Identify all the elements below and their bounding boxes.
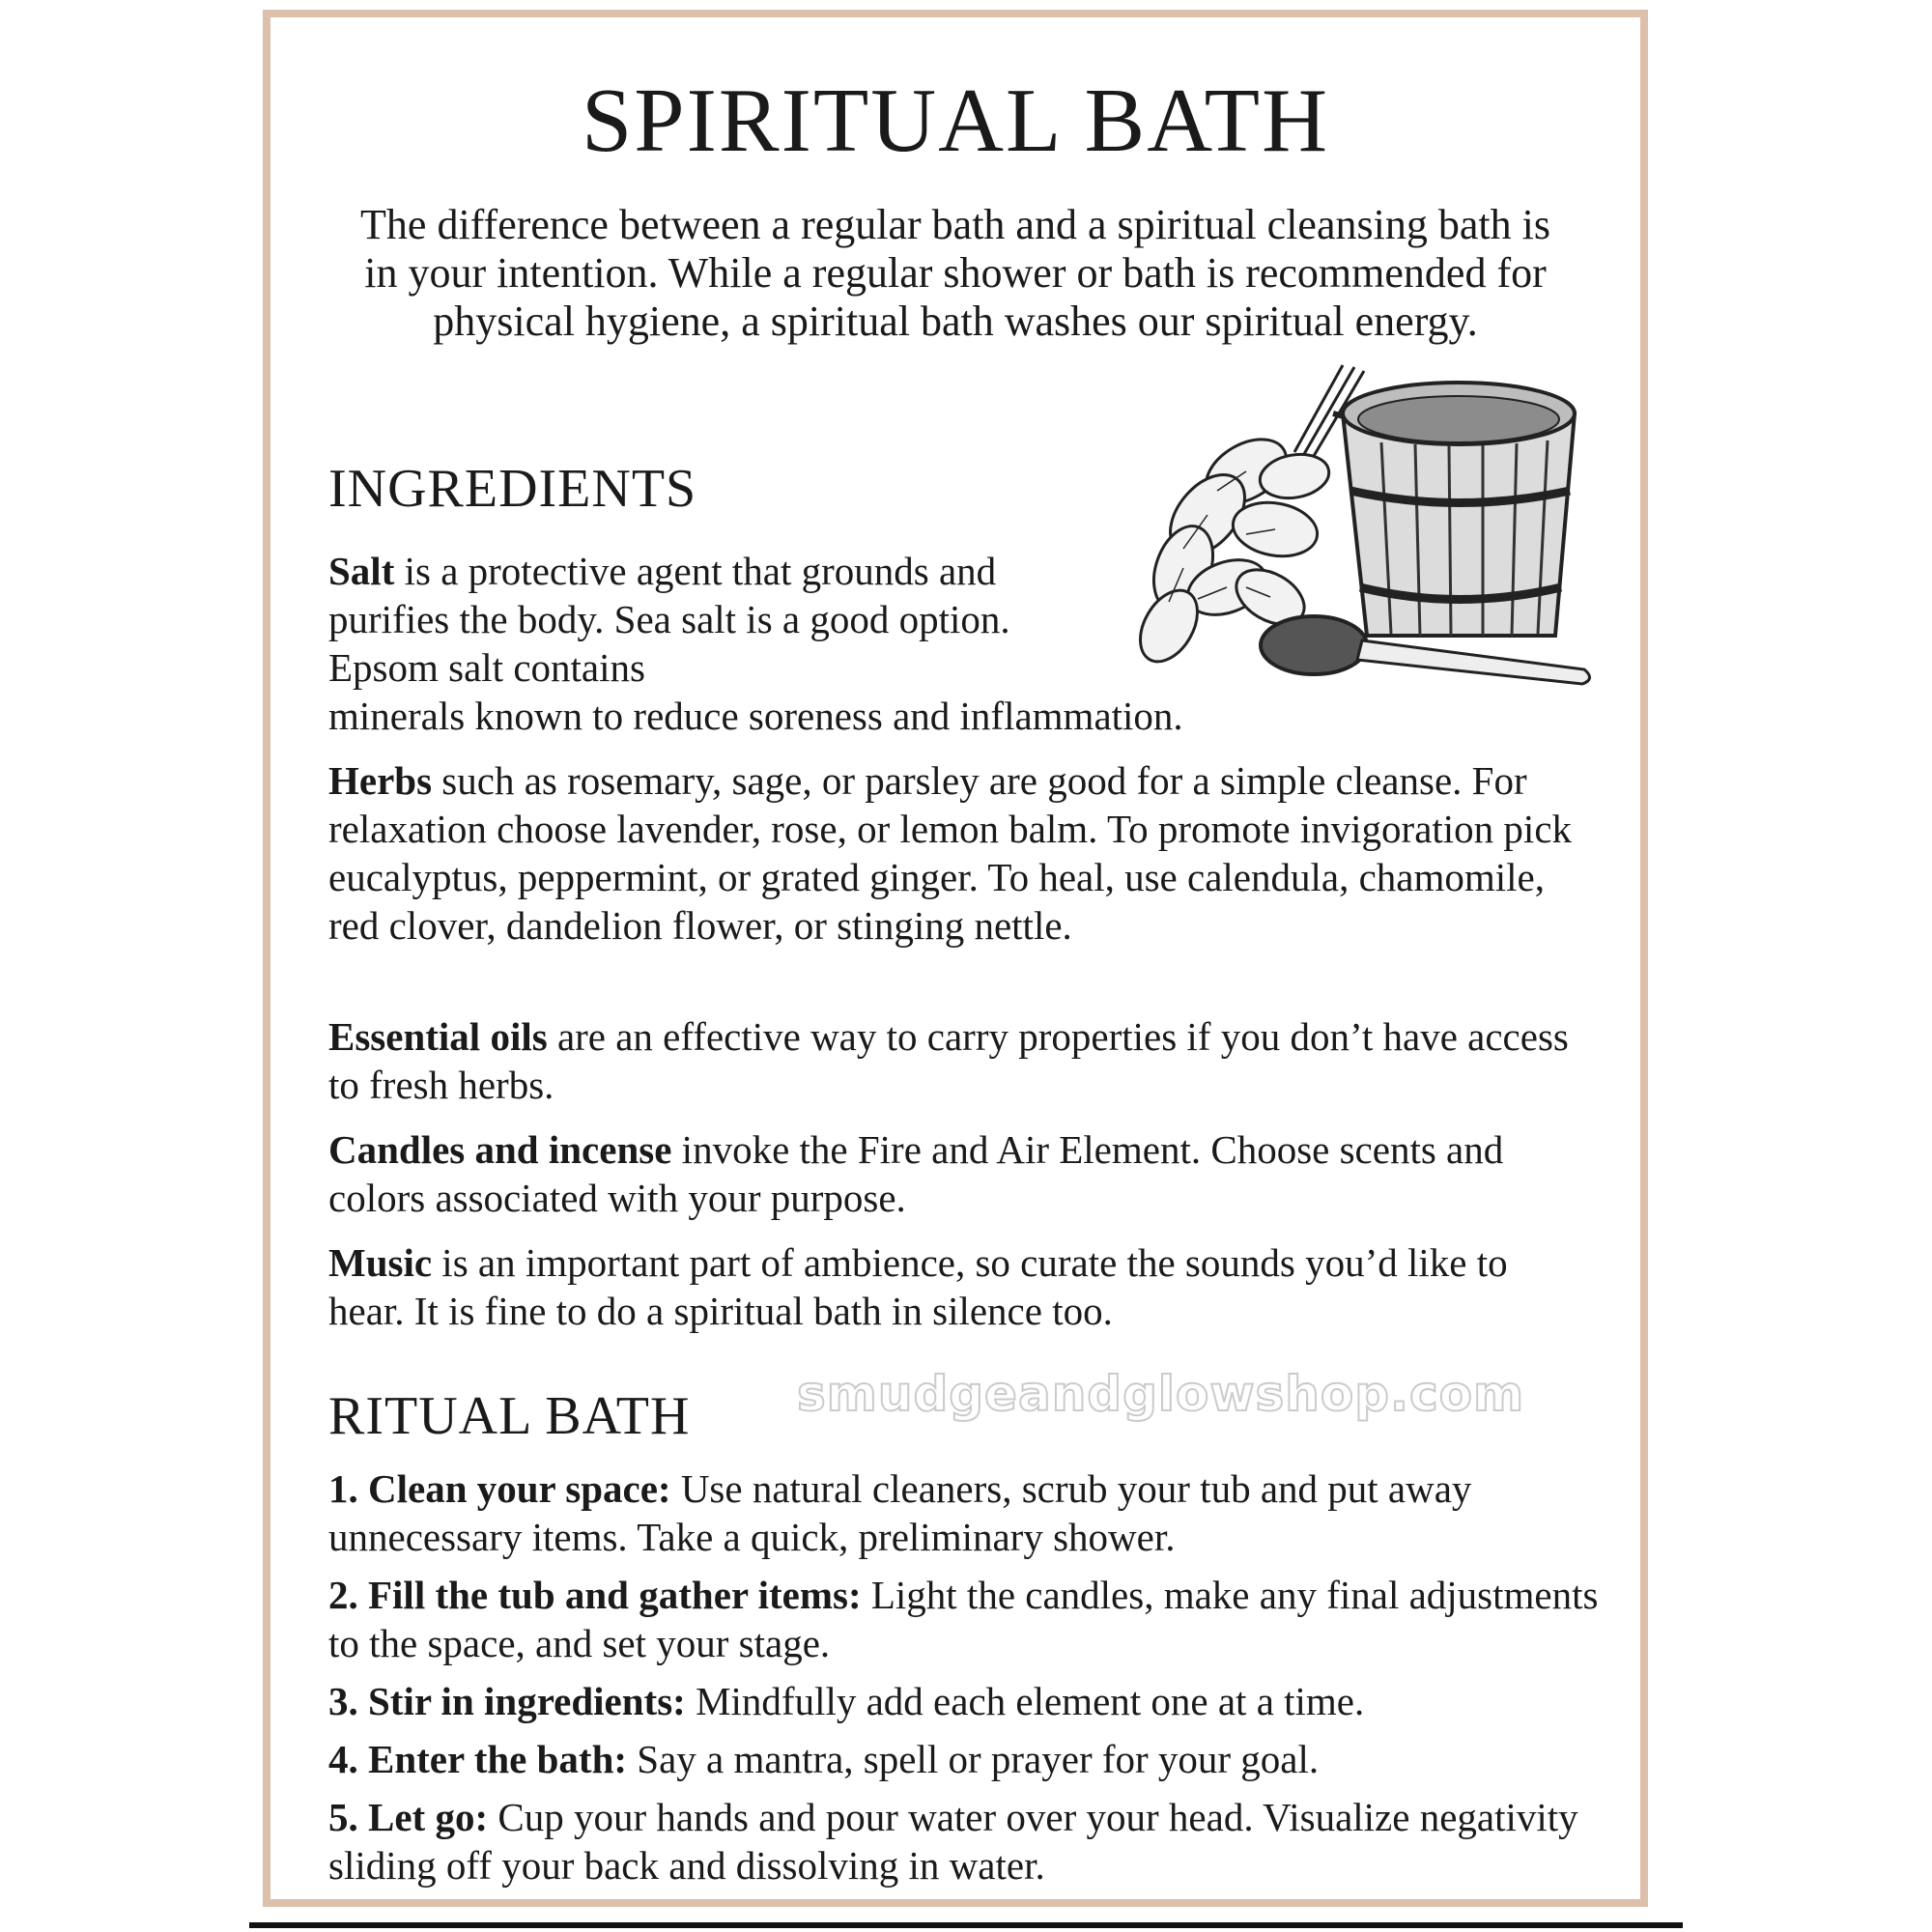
ingredient-term: Candles and incense	[328, 1127, 672, 1172]
ritual-step	[328, 1464, 1623, 1561]
step-text: Mindfully add each element one at a time.	[685, 1679, 1365, 1723]
step-text: Use natural cleaners, scrub your tub and put away unnecessary items. Take a quick, preliminary shower.	[328, 1466, 1472, 1559]
ingredient-term: Salt	[328, 549, 395, 593]
ingredients-heading: INGREDIENTS	[328, 459, 697, 519]
step-label: 4. Enter the bath:	[328, 1737, 628, 1781]
essential-oils-paragraph	[328, 1012, 1584, 1109]
ingredient-text: minerals known to reduce soreness and inflammation.	[328, 694, 1183, 738]
step-text: Light the candles, make any final adjustments to the space, and set your stage.	[328, 1573, 1599, 1665]
herbs-paragraph	[328, 756, 1584, 950]
step-label: 5. Let go:	[328, 1795, 489, 1839]
step-label: 1. Clean your space:	[328, 1466, 671, 1511]
page-title: SPIRITUAL BATH	[582, 71, 1329, 171]
ingredient-text: are an effective way to carry properties if you don’t have access to fresh herbs.	[328, 1014, 1569, 1107]
salt-paragraph	[328, 547, 1430, 740]
step-label: 2. Fill the tub and gather items:	[328, 1573, 862, 1617]
intro-paragraph: The difference between a regular bath and a spiritual cleansing bath is in your intention. While a regular shower or bath is recommended for physical hygiene, a spiritual bath washes our spiritual energy.	[360, 201, 1550, 345]
watermark: smudgeandglowshop.com	[797, 1366, 1525, 1422]
ingredient-text: is an important part of ambience, so curate the sounds you’d like to hear. It is fine to do a spiritual bath in silence too.	[328, 1240, 1508, 1333]
ritual-steps	[328, 1464, 1623, 1899]
step-text: Say a mantra, spell or prayer for your goal.	[627, 1737, 1320, 1781]
recipe-card	[263, 10, 1648, 1907]
ritual-step	[328, 1793, 1623, 1889]
ingredient-text: such as rosemary, sage, or parsley are good for a simple cleanse. For relaxation choose lavender, rose, or lemon balm. To promote invigoration pick eucalyptus, peppermint, or grated ginger. To heal, use calendula, chamomile, red clover, dandelion flower, or stinging nettle.	[328, 758, 1573, 948]
ingredient-term: Herbs	[328, 758, 433, 803]
ingredient-text: invoke the Fire and Air Element. Choose scents and colors associated with your purpose.	[328, 1127, 1504, 1220]
music-paragraph	[328, 1238, 1584, 1335]
ritual-step	[328, 1677, 1623, 1725]
ingredient-term: Essential oils	[328, 1014, 548, 1059]
step-text: Cup your hands and pour water over your head. Visualize negativity sliding off your back and dissolving in water.	[328, 1795, 1578, 1888]
ingredient-term: Music	[328, 1240, 433, 1285]
ritual-step	[328, 1735, 1623, 1783]
candles-paragraph	[328, 1125, 1584, 1222]
bottom-divider	[249, 1922, 1683, 1928]
ritual-step	[328, 1571, 1623, 1667]
ingredient-text: is a protective agent that grounds and purifies the body. Sea salt is a good option. Epsom salt contains	[328, 549, 1010, 690]
step-label: 3. Stir in ingredients:	[328, 1679, 686, 1723]
ritual-heading: RITUAL BATH	[328, 1386, 691, 1446]
